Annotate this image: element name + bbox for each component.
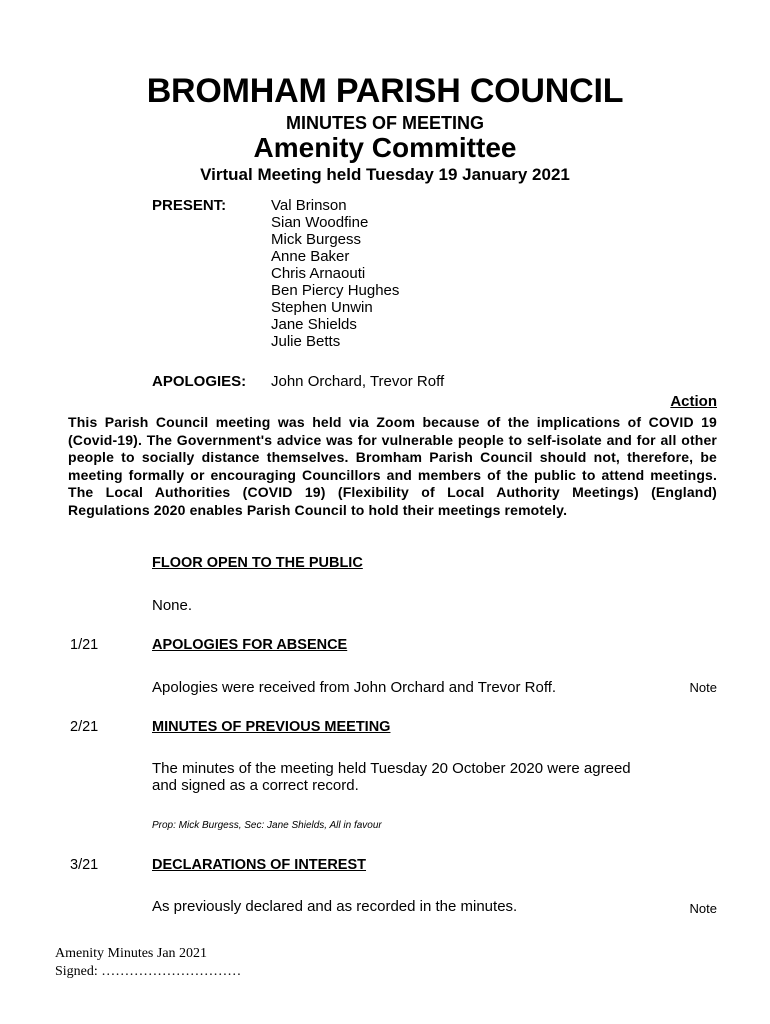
floor-open-text: None. <box>152 597 193 614</box>
attendee-name: Stephen Unwin <box>271 299 373 316</box>
apologies-names: John Orchard, Trevor Roff <box>271 373 445 390</box>
declarations-text: As previously declared and as recorded in the minutes. <box>152 898 518 915</box>
action-column-header: Action <box>670 393 717 410</box>
attendee-name: Val Brinson <box>271 197 347 214</box>
attendee-name: Chris Arnaouti <box>271 265 366 282</box>
footer-document-name: Amenity Minutes Jan 2021 <box>55 946 208 961</box>
previous-minutes-heading: MINUTES OF PREVIOUS MEETING <box>152 719 391 735</box>
item-number: 3/21 <box>70 857 99 873</box>
attendee-name: Anne Baker <box>271 248 350 265</box>
meeting-date: Virtual Meeting held Tuesday 19 January 2021 <box>200 165 570 184</box>
item-number: 1/21 <box>70 637 99 653</box>
apologies-absence-heading: APOLOGIES FOR ABSENCE <box>152 637 348 653</box>
attendee-name: Jane Shields <box>271 316 357 333</box>
action-note: Note <box>689 680 717 695</box>
footer-signature-line: Signed: ………………………… <box>55 964 242 979</box>
attendee-name: Sian Woodfine <box>271 214 369 231</box>
attendee-name: Ben Piercy Hughes <box>271 282 400 299</box>
apologies-absence-text: Apologies were received from John Orchard and Trevor Roff. <box>152 679 557 696</box>
minutes-subtitle: MINUTES OF MEETING <box>286 113 484 133</box>
apologies-label: APOLOGIES: <box>152 373 247 390</box>
proposal-line: Prop: Mick Burgess, Sec: Jane Shields, All in favour <box>152 820 382 831</box>
present-label: PRESENT: <box>152 197 227 214</box>
action-note: Note <box>689 901 717 916</box>
council-title: BROMHAM PARISH COUNCIL <box>146 72 624 110</box>
zoom-meeting-statement: This Parish Council meeting was held via Zoom because of the implications of COVID 19 (Covid-19). The Government's advice was for vulnerable people to self-isolate and for all other people to socially distance themselves. Bromham Parish Council should not, therefore, be meeting formally or encouraging Councillors and members of the public to attend meetings. The Local Authorities (COVID 19) (Flexibility of Local Authority Meetings) (England) Regulations 2020 enables Parish Council to hold their meetings remotely. <box>68 414 717 518</box>
declarations-heading: DECLARATIONS OF INTEREST <box>152 857 367 873</box>
present-list <box>271 197 399 350</box>
attendee-name: Julie Betts <box>271 333 341 350</box>
previous-minutes-text-line1: The minutes of the meeting held Tuesday 20 October 2020 were agreed <box>152 760 631 777</box>
floor-open-heading: FLOOR OPEN TO THE PUBLIC <box>152 555 363 571</box>
committee-title: Amenity Committee <box>253 132 517 163</box>
attendee-name: Mick Burgess <box>271 231 362 248</box>
item-number: 2/21 <box>70 719 99 735</box>
previous-minutes-text-line2: and signed as a correct record. <box>152 777 359 794</box>
